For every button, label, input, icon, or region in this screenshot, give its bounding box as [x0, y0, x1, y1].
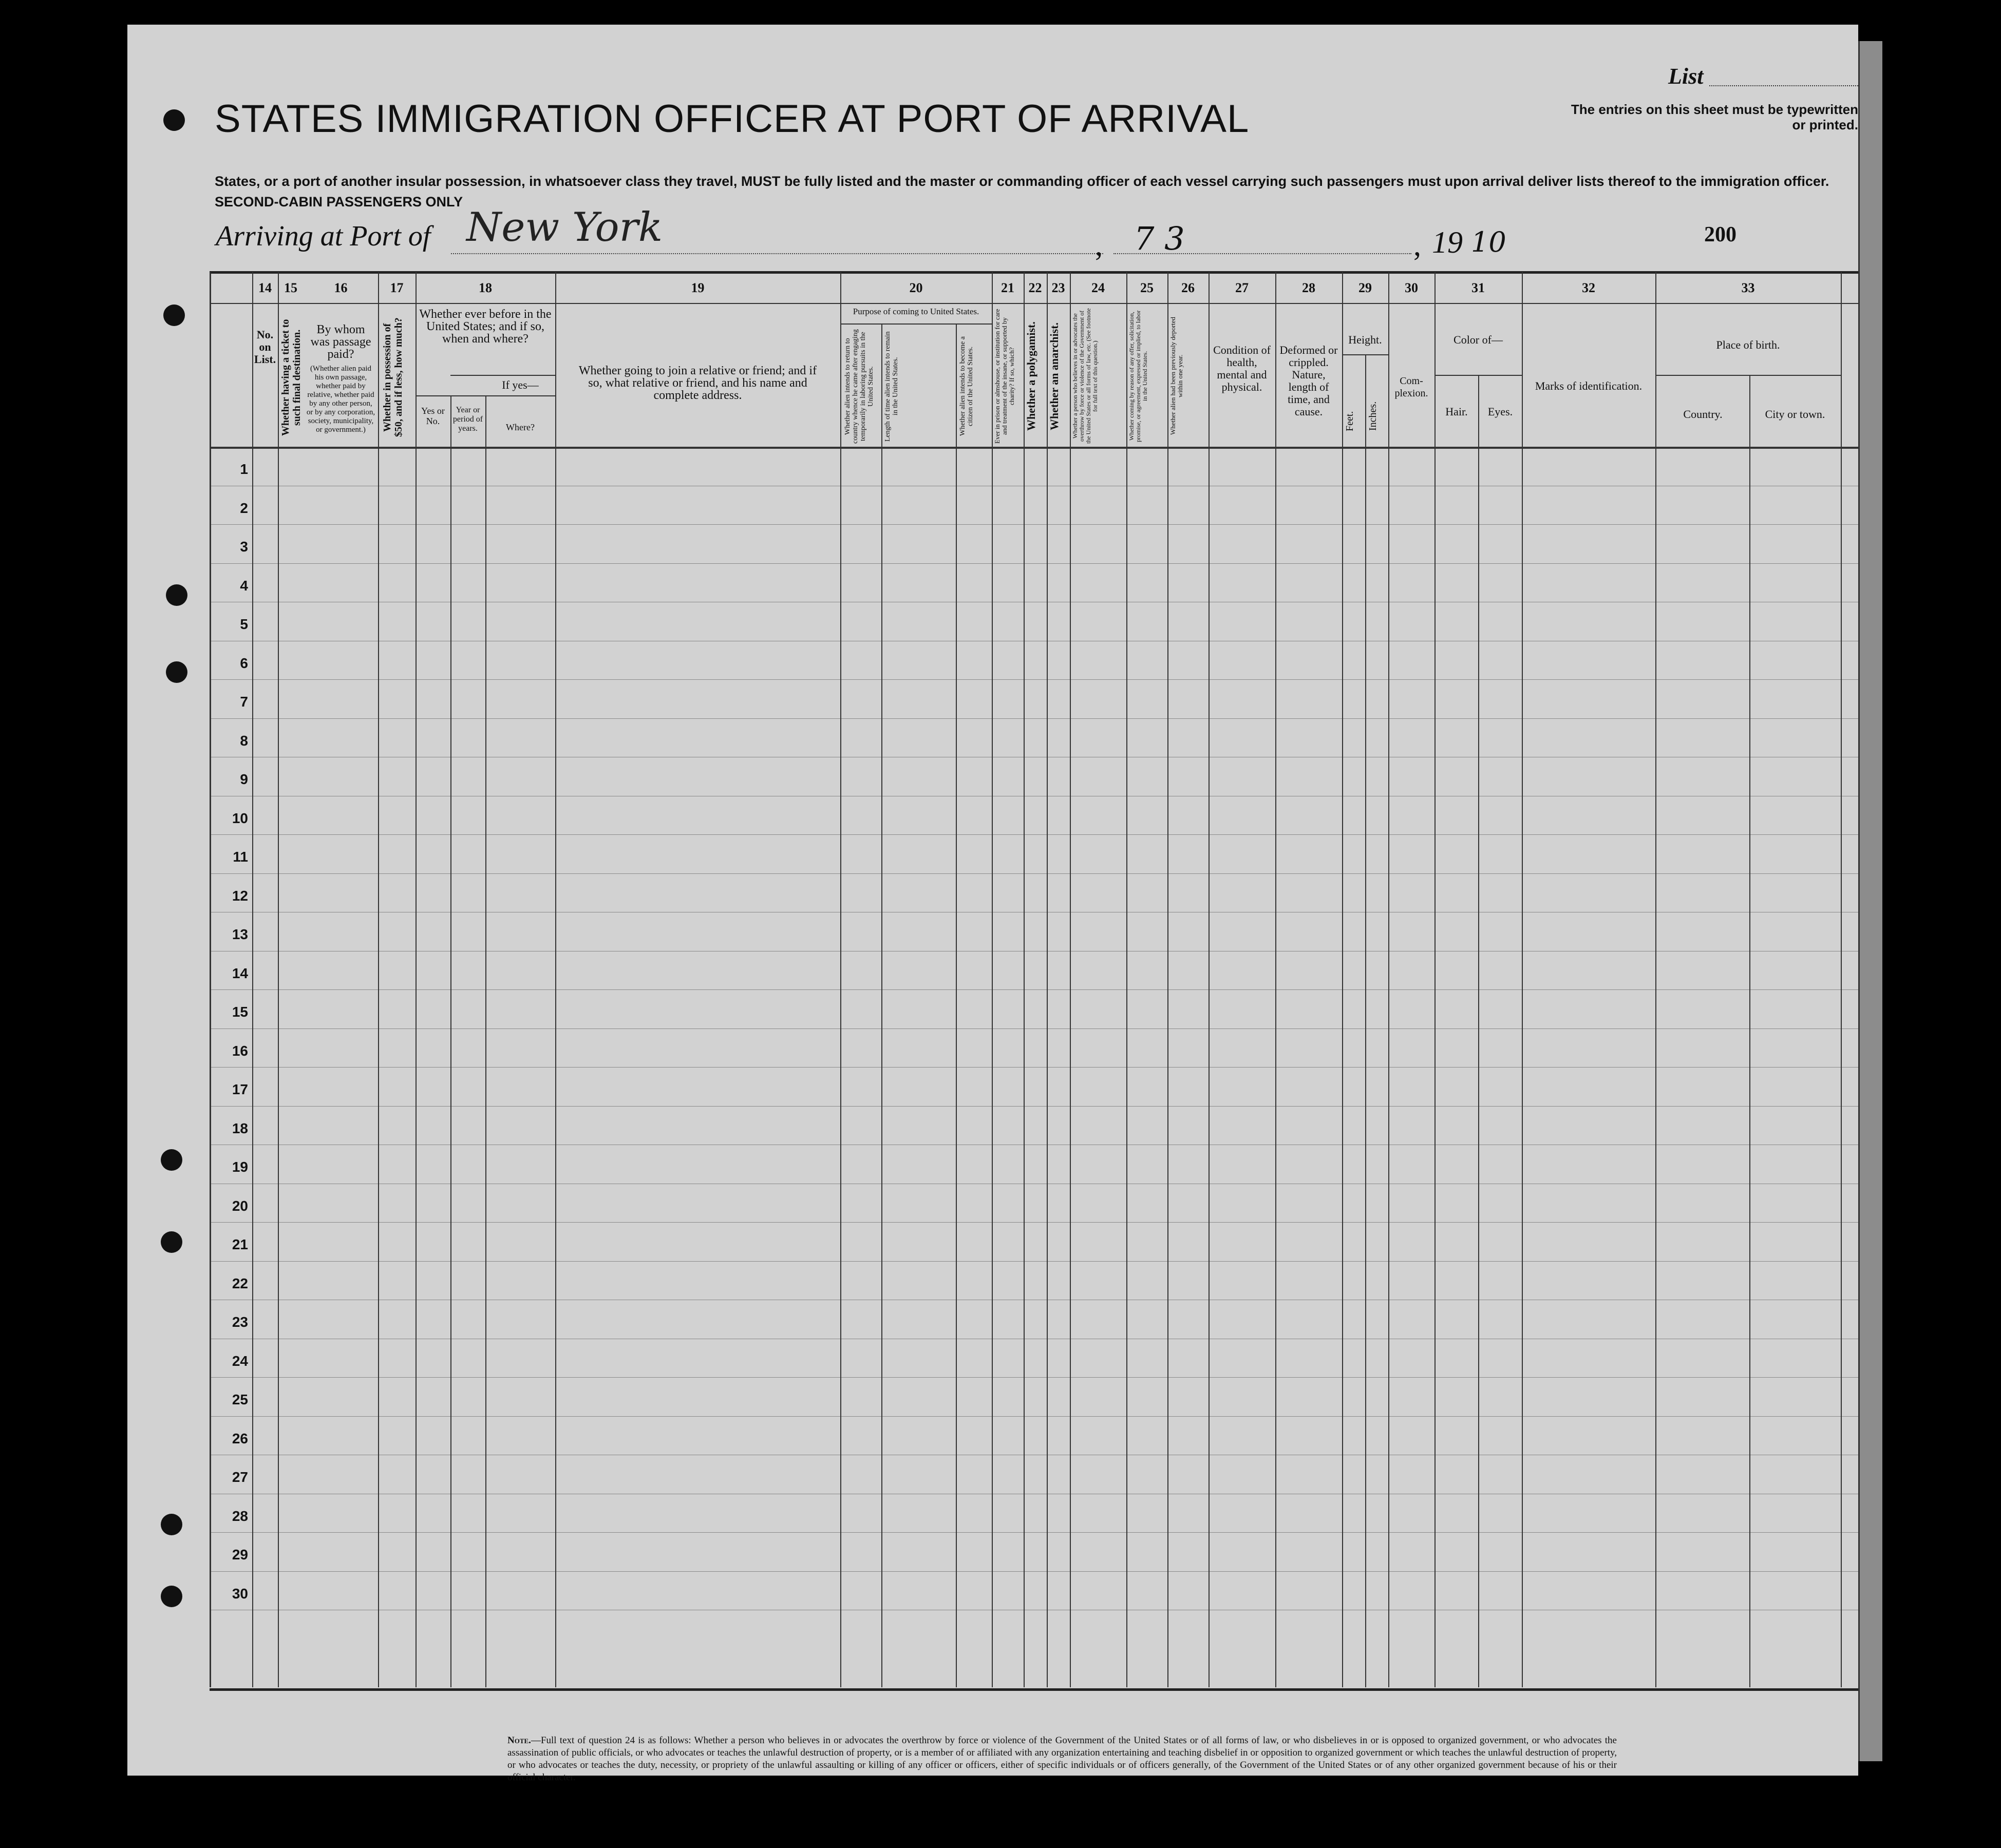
col-num-31: 31 — [1471, 280, 1485, 295]
header-hair: Hair. — [1445, 405, 1468, 418]
manifest-table — [210, 272, 1860, 1687]
row-number: 21 — [232, 1236, 248, 1252]
header-no-on-list: No. on List. — [254, 328, 276, 366]
row-number: 26 — [232, 1430, 248, 1446]
table-bottom-rule — [210, 1688, 1858, 1691]
header-complexion: Com-plexion. — [1394, 375, 1428, 399]
port-handwritten-value: New York — [466, 204, 663, 251]
subheader-rule — [416, 395, 555, 396]
col-divider — [1342, 272, 1343, 1687]
header-where: Where? — [506, 422, 535, 432]
col-num-26: 26 — [1181, 280, 1195, 295]
row-rule — [211, 989, 1860, 990]
row-rule — [211, 1377, 1860, 1378]
subheader-rule — [840, 323, 992, 325]
footnote — [507, 1735, 1617, 1784]
col-divider — [450, 395, 451, 1687]
subheader-rule — [1342, 354, 1388, 355]
col-divider — [1047, 272, 1048, 1687]
adjacent-page-edge — [1858, 41, 1882, 1761]
row-number: 11 — [233, 849, 248, 865]
header-passage-paid-note: (Whether alien paid his own passage, whether paid by relative, whether paid by any other person, or by any corporation, society, municipality, or government.) — [306, 365, 375, 434]
col-divider — [1365, 354, 1366, 1687]
row-number: 25 — [232, 1392, 248, 1407]
header-purpose-length: Length of time alien intends to remain in the United States. — [884, 331, 899, 442]
header-bottom-rule — [211, 447, 1860, 449]
header-purpose-citizen: Whether alien intends to become a citizen of the United States. — [959, 336, 974, 436]
col-divider — [1275, 272, 1276, 1687]
row-number: 8 — [240, 732, 248, 749]
header-marks: Marks of identification. — [1535, 379, 1643, 392]
row-number: 17 — [232, 1081, 248, 1097]
manifest-sheet — [127, 25, 1858, 1783]
page-title: STATES IMMIGRATION OFFICER AT PORT OF ARRIVAL — [215, 97, 1250, 141]
intro-text: States, or a port of another insular possession, in whatsoever class they travel, MUST be fully listed and the master or commanding officer of each vessel carrying such passengers must upon arrival deliver lists thereof to the immigration officer. — [215, 174, 1829, 189]
header-city: City or town. — [1765, 408, 1825, 421]
header-inches: Inches. — [1367, 401, 1379, 431]
row-rule — [211, 1106, 1860, 1107]
header-join-relative: Whether going to join a relative or friend; and if so, what relative or friend, and his name and complete address. — [578, 364, 817, 402]
header-health: Condition of health, mental and physical. — [1213, 344, 1271, 393]
col-divider — [840, 272, 841, 1687]
header-question-24: Whether a person who believes in or advocates the overthrow by force or violence of the Government of the United States or all forms of law, etc. (See footnote for full text of this question.) — [1071, 308, 1099, 444]
row-number: 5 — [240, 616, 248, 632]
header-before-in-us: Whether ever before in the United States; and if so, when and where? — [419, 308, 552, 346]
row-number: 7 — [240, 694, 248, 710]
typewritten-note: The entries on this sheet must be typewritten or printed. — [1571, 102, 1858, 132]
header-anarchist: Whether an anarchist. — [1048, 322, 1061, 430]
header-ticket: Whether having a ticket to such final destination. — [280, 319, 303, 436]
separator-comma: , — [1095, 228, 1103, 262]
col-num-27: 27 — [1235, 280, 1249, 295]
list-label: List — [1668, 64, 1704, 89]
col-num-30: 30 — [1405, 280, 1418, 295]
col-num-33: 33 — [1741, 280, 1755, 295]
binder-hole — [166, 661, 187, 683]
header-yes-no: Yes or No. — [421, 406, 445, 426]
col-divider — [956, 323, 957, 1687]
col-divider — [1434, 272, 1436, 1687]
footnote-text: —Full text of question 24 is as follows: Whether a person who believes in or advocates the overthrow by force or violence of the Government of the United States or of all forms of law, or who disbelieves in or is opposed to organized government, or who advocates the assassination of public officials, or who advocates or teaches the unlawful destruction of property, or is a member of or affiliated with any organization entertaining and teaching disbelief in or opposition to organized government or which teaches the unlawful destruction of property, or who advocates or teaches the duty, necessity, or propriety of the unlawful assaulting or killing of any officer or officers, either of specific individuals or of officers generally, of the Government of the United States or of any other organized government because of his or their official character. — [507, 1735, 1617, 1783]
row-rule — [211, 1261, 1860, 1262]
row-rule — [211, 834, 1860, 835]
subheader-rule — [450, 375, 555, 376]
header-offer-labor: Whether coming by reason of any offer, solicitation, promise, or agreement, expressed or implied, to labor in the United States. — [1128, 310, 1148, 442]
row-number: 4 — [240, 577, 248, 594]
binder-hole — [161, 1514, 182, 1535]
header-purpose: Purpose of coming to United States. — [853, 307, 979, 316]
col-divider — [378, 272, 379, 1687]
col-num-16: 16 — [334, 280, 348, 295]
row-number: 10 — [232, 810, 248, 826]
row-number: 13 — [232, 926, 248, 942]
row-number: 22 — [232, 1275, 248, 1291]
binder-hole — [161, 1586, 182, 1607]
header-feet: Feet. — [1344, 411, 1355, 431]
row-rule — [211, 718, 1860, 719]
col-divider — [416, 272, 417, 1687]
header-eyes: Eyes. — [1487, 405, 1513, 418]
header-prison: Ever in prison or almshouse, or institution for care and treatment of the insane, or supported by charity? If so, which? — [993, 309, 1015, 444]
col-divider — [1655, 272, 1656, 1687]
row-rule — [211, 563, 1860, 564]
col-num-24: 24 — [1091, 280, 1105, 295]
row-rule — [211, 679, 1860, 680]
row-rule — [211, 1222, 1860, 1223]
header-passage-paid: By whom was passage paid? — [310, 323, 371, 361]
col-divider — [1126, 272, 1127, 1687]
col-divider — [992, 272, 993, 1687]
row-number: 30 — [232, 1585, 248, 1602]
date-handwritten-value: 7 3 — [1134, 220, 1185, 257]
col-divider — [1749, 375, 1750, 1687]
col-divider — [278, 272, 279, 1687]
col-num-29: 29 — [1358, 280, 1372, 295]
row-rule — [211, 524, 1860, 525]
row-number: 18 — [232, 1120, 248, 1136]
row-number: 14 — [232, 965, 248, 981]
row-number: 3 — [240, 539, 248, 555]
col-divider — [1388, 272, 1389, 1687]
col-divider — [1024, 272, 1025, 1687]
col-divider — [555, 272, 556, 1687]
header-polygamist: Whether a polygamist. — [1025, 321, 1037, 431]
row-number: 19 — [232, 1159, 248, 1175]
col-divider — [485, 395, 486, 1687]
row-rule — [211, 1416, 1860, 1417]
row-number: 28 — [232, 1508, 248, 1524]
col-num-25: 25 — [1140, 280, 1154, 295]
binder-hole — [161, 1149, 182, 1171]
binder-hole — [166, 584, 187, 606]
col-num-20: 20 — [909, 280, 923, 295]
col-num-22: 22 — [1028, 280, 1042, 295]
row-rule — [211, 1571, 1860, 1572]
row-number: 9 — [240, 771, 248, 787]
col-num-28: 28 — [1302, 280, 1315, 295]
col-num-17: 17 — [390, 280, 404, 295]
row-rule — [211, 873, 1860, 874]
header-height: Height. — [1348, 333, 1382, 346]
header-year-period: Year or period of years. — [452, 406, 483, 433]
row-number: 27 — [232, 1469, 248, 1485]
binder-hole — [163, 109, 185, 131]
row-number: 12 — [232, 887, 248, 904]
col-divider — [1167, 272, 1168, 1687]
row-number: 24 — [232, 1352, 248, 1369]
row-rule — [211, 1532, 1860, 1533]
row-number: 16 — [232, 1042, 248, 1059]
sheet-number: 200 — [1704, 223, 1736, 246]
row-number: 20 — [232, 1197, 248, 1214]
col-divider — [1070, 272, 1071, 1687]
row-rule — [211, 1028, 1860, 1029]
subheader-rule — [1434, 375, 1522, 376]
col-num-18: 18 — [479, 280, 492, 295]
row-number: 6 — [240, 655, 248, 671]
year-handwritten-value: 10 — [1471, 226, 1506, 258]
col-divider — [1478, 375, 1479, 1687]
header-color-of: Color of— — [1453, 333, 1503, 346]
list-field — [1709, 85, 1858, 86]
row-number: 15 — [232, 1004, 248, 1020]
col-num-32: 32 — [1582, 280, 1595, 295]
port-field — [451, 253, 1103, 254]
subheader-rule — [1655, 375, 1841, 376]
col-num-23: 23 — [1051, 280, 1065, 295]
binder-hole — [163, 304, 185, 326]
header-country: Country. — [1683, 408, 1723, 421]
class-label: SECOND-CABIN PASSENGERS ONLY — [215, 194, 463, 209]
header-fifty-dollars: Whether in possession of $50, and if less, how much? — [382, 317, 404, 437]
header-place-of-birth: Place of birth. — [1716, 338, 1780, 351]
header-deported: Whether alien had been previously deported within one year. — [1169, 317, 1184, 435]
row-rule — [211, 1067, 1860, 1068]
col-divider — [1522, 272, 1523, 1687]
row-number: 23 — [232, 1314, 248, 1330]
col-divider — [881, 323, 882, 1687]
footnote-lead: Note. — [507, 1735, 531, 1746]
col-divider — [1841, 272, 1842, 1687]
header-deformed: Deformed or crippled. Nature, length of time, and cause. — [1279, 344, 1338, 418]
separator-comma: , — [1413, 228, 1421, 262]
col-num-19: 19 — [691, 280, 705, 295]
col-divider — [1209, 272, 1210, 1687]
row-number: 29 — [232, 1547, 248, 1563]
header-if-yes: If yes— — [502, 378, 539, 391]
year-prefix: 19 — [1432, 225, 1463, 259]
col-num-15: 15 — [284, 280, 297, 295]
col-num-21: 21 — [1001, 280, 1014, 295]
header-purpose-return: Whether alien intends to return to country whence he came after engaging temporarily in laboring pursuits in the United States. — [844, 329, 875, 444]
binder-hole — [161, 1231, 182, 1253]
col-num-14: 14 — [258, 280, 272, 295]
col-divider — [252, 272, 253, 1687]
column-number-rule — [211, 303, 1860, 304]
row-number: 1 — [240, 461, 248, 477]
row-number: 2 — [240, 500, 248, 516]
arriving-label: Arriving at Port of — [216, 220, 431, 252]
